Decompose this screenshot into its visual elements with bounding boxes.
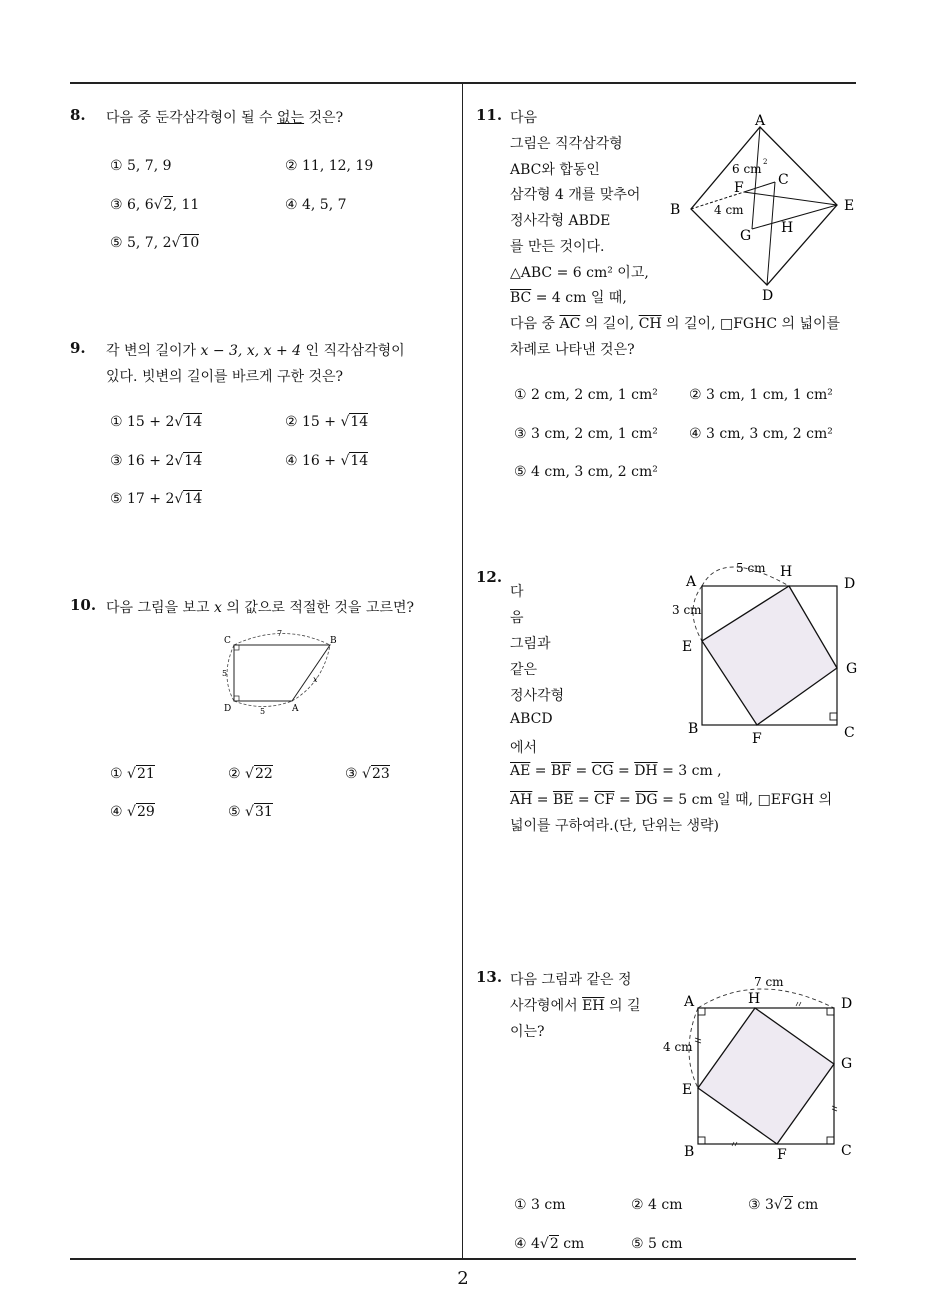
question-text-line: 사각형에서 $\overline{EH}$ 의 길 [510,998,641,1014]
vertex-A: A [686,574,697,590]
inner-line [744,182,775,192]
square-efgh-figure [668,558,868,748]
question-text-line: 다음 중 $\overline{AC}$ 의 길이, $\overline{CH}$ 의 길이, □FGHC 의 넓이를 [510,316,841,332]
question-number: 11. [476,106,503,124]
vertex-E: E [844,198,855,214]
question-number: 10. [70,596,97,614]
option-1[interactable]: ① 15 + 2√14 [110,414,203,430]
option-2[interactable]: ② 3 cm, 1 cm, 1 cm² [689,387,833,403]
vertex-F: F [777,1147,787,1163]
top-length: 7 [277,629,283,638]
vertex-F: F [752,731,762,747]
vertex-B: B [330,636,337,646]
side-label: x [313,675,318,684]
right-angle-mark [234,696,239,701]
option-4[interactable]: ④ 16 + √14 [285,453,369,469]
inner-line [752,205,837,229]
question-text-line: △ABC = 6 cm² 이고, [510,265,649,281]
inner-line [752,127,760,229]
question-text-line: 차례로 나타낸 것은? [510,342,635,358]
inner-line [767,182,775,285]
trapezoid [234,645,330,701]
question-text-line: ABC와 합동인 [510,162,600,178]
page-number: 2 [457,1268,469,1289]
bottom-arc [234,701,292,707]
option-4[interactable]: ④ 4, 5, 7 [285,197,347,213]
option-2[interactable]: ② 11, 12, 19 [285,158,374,174]
option-2[interactable]: ② √22 [228,766,273,782]
right-angle-mark [830,713,837,720]
vertex-G: G [846,661,858,677]
question-text-line: 넓이를 구하여라.(단, 단위는 생략) [510,818,719,834]
option-1[interactable]: ① √21 [110,766,155,782]
question-text-line: 에서 [510,740,538,756]
question-text-line: 를 만든 것이다. [510,239,605,255]
top-length: 5 cm [736,561,766,575]
vertex-C: C [224,636,231,646]
square-efgh [698,1008,834,1144]
bottom-rule [70,1258,856,1260]
square-efgh [702,586,837,725]
option-5[interactable]: ⑤ 5 cm [631,1236,683,1252]
question-number: 9. [70,339,86,357]
vertex-C: C [841,1143,852,1159]
vertex-A: A [292,704,299,714]
equation-line-1: $\overline{AE} = \overline{BF} = \overline{CG} = \overline{DH} = 3$ cm , [510,763,722,779]
option-1[interactable]: ① 3 cm [514,1197,566,1213]
trapezoid-figure [218,628,348,718]
option-3[interactable]: ③ 6, 6√2, 11 [110,197,200,213]
right-angle-mark [234,645,239,650]
top-length: 7 cm [754,975,784,989]
vertex-A: A [684,994,695,1010]
question-text-line-1: 각 변의 길이가 x − 3, x, x + 4 인 직각삼각형이 [106,343,405,359]
vertex-A: A [755,113,766,129]
question-text-line: 다 [510,584,524,600]
option-3[interactable]: ③ 3√2 cm [748,1197,819,1213]
top-rule [70,82,856,84]
question-text: 다음 중 둔각삼각형이 될 수 없는 것은? [106,110,344,126]
top-dashed-arc [698,989,834,1008]
option-4[interactable]: ④ 4√2 cm [514,1236,585,1252]
question-text-line: ABCD [510,711,553,727]
left-length: 4 cm [663,1040,693,1054]
question-text-line-2: 있다. 빗변의 길이를 바르게 구한 것은? [106,369,344,385]
question-text-line: 다음 [510,110,538,126]
vertex-D: D [841,996,853,1012]
equation-line-2: $\overline{AH} = \overline{BE} = \overline{CF} = \overline{DG} = 5$ cm 일 때, □EFGH 의 [510,792,833,808]
option-5[interactable]: ⑤ √31 [228,804,273,820]
right-angle-mark [698,1008,705,1015]
left-length: 3 cm [672,603,702,617]
option-4[interactable]: ④ √29 [110,804,155,820]
option-1[interactable]: ① 2 cm, 2 cm, 1 cm² [514,387,658,403]
vertex-E: E [682,639,693,655]
vertex-E: E [682,1082,693,1098]
vertex-D: D [844,576,856,592]
vertex-D: D [224,704,232,714]
vertex-H: H [781,220,794,236]
option-5[interactable]: ⑤ 4 cm, 3 cm, 2 cm² [514,464,658,480]
outer-square [691,127,837,285]
question-text-line: 정사각형 [510,688,565,704]
question-text-line: 그림과 [510,636,551,652]
question-number: 8. [70,106,86,124]
tick-mark [796,1002,798,1006]
vertex-F: F [734,180,744,196]
option-3[interactable]: ③ 3 cm, 2 cm, 1 cm² [514,426,658,442]
question-text-line: $\overline{BC} = 4$ cm 일 때, [510,290,627,306]
right-angle-mark [827,1008,834,1015]
option-5[interactable]: ⑤ 17 + 2√14 [110,491,203,507]
question-text-line: 정사각형 ABDE [510,213,611,229]
square-efgh-figure-13 [658,970,868,1170]
column-divider [462,82,463,1259]
question-text-line: 그림은 직각삼각형 [510,136,623,152]
option-5[interactable]: ⑤ 5, 7, 2√10 [110,235,200,251]
vertex-B: B [684,1144,695,1160]
option-3[interactable]: ③ √23 [345,766,390,782]
square-abde-figure [664,106,864,306]
left-arc [227,645,234,701]
question-text-line: 음 [510,610,524,626]
vertex-H: H [748,991,761,1007]
option-2[interactable]: ② 4 cm [631,1197,683,1213]
question-text: 다음 그림을 보고 x 의 값으로 적절한 것을 고르면? [106,600,414,616]
question-text-line: 삼각형 4 개를 맞추어 [510,187,641,203]
area-superscript: 2 [763,158,768,166]
option-1[interactable]: ① 5, 7, 9 [110,158,172,174]
option-3[interactable]: ③ 16 + 2√14 [110,453,203,469]
vertex-B: B [688,721,699,737]
right-angle-mark [827,1137,834,1144]
vertex-G: G [740,228,752,244]
option-4[interactable]: ④ 3 cm, 3 cm, 2 cm² [689,426,833,442]
bottom-length: 5 [260,707,266,716]
inner-line [744,192,837,205]
tick-mark [799,1002,801,1006]
option-2[interactable]: ② 15 + √14 [285,414,369,430]
question-number: 13. [476,968,503,986]
left-length: 5 [222,669,228,678]
vertex-H: H [780,564,793,580]
question-text-line: 이는? [510,1024,545,1040]
length-label: 4 cm [714,203,744,217]
question-number: 12. [476,568,503,586]
vertex-C: C [844,725,855,741]
vertex-D: D [762,288,774,304]
right-angle-mark [698,1137,705,1144]
question-text-line: 다음 그림과 같은 정 [510,972,632,988]
question-text-line: 같은 [510,662,538,678]
vertex-B: B [670,202,681,218]
area-label: 6 cm [732,162,762,176]
vertex-C: C [778,172,789,188]
vertex-G: G [841,1056,853,1072]
